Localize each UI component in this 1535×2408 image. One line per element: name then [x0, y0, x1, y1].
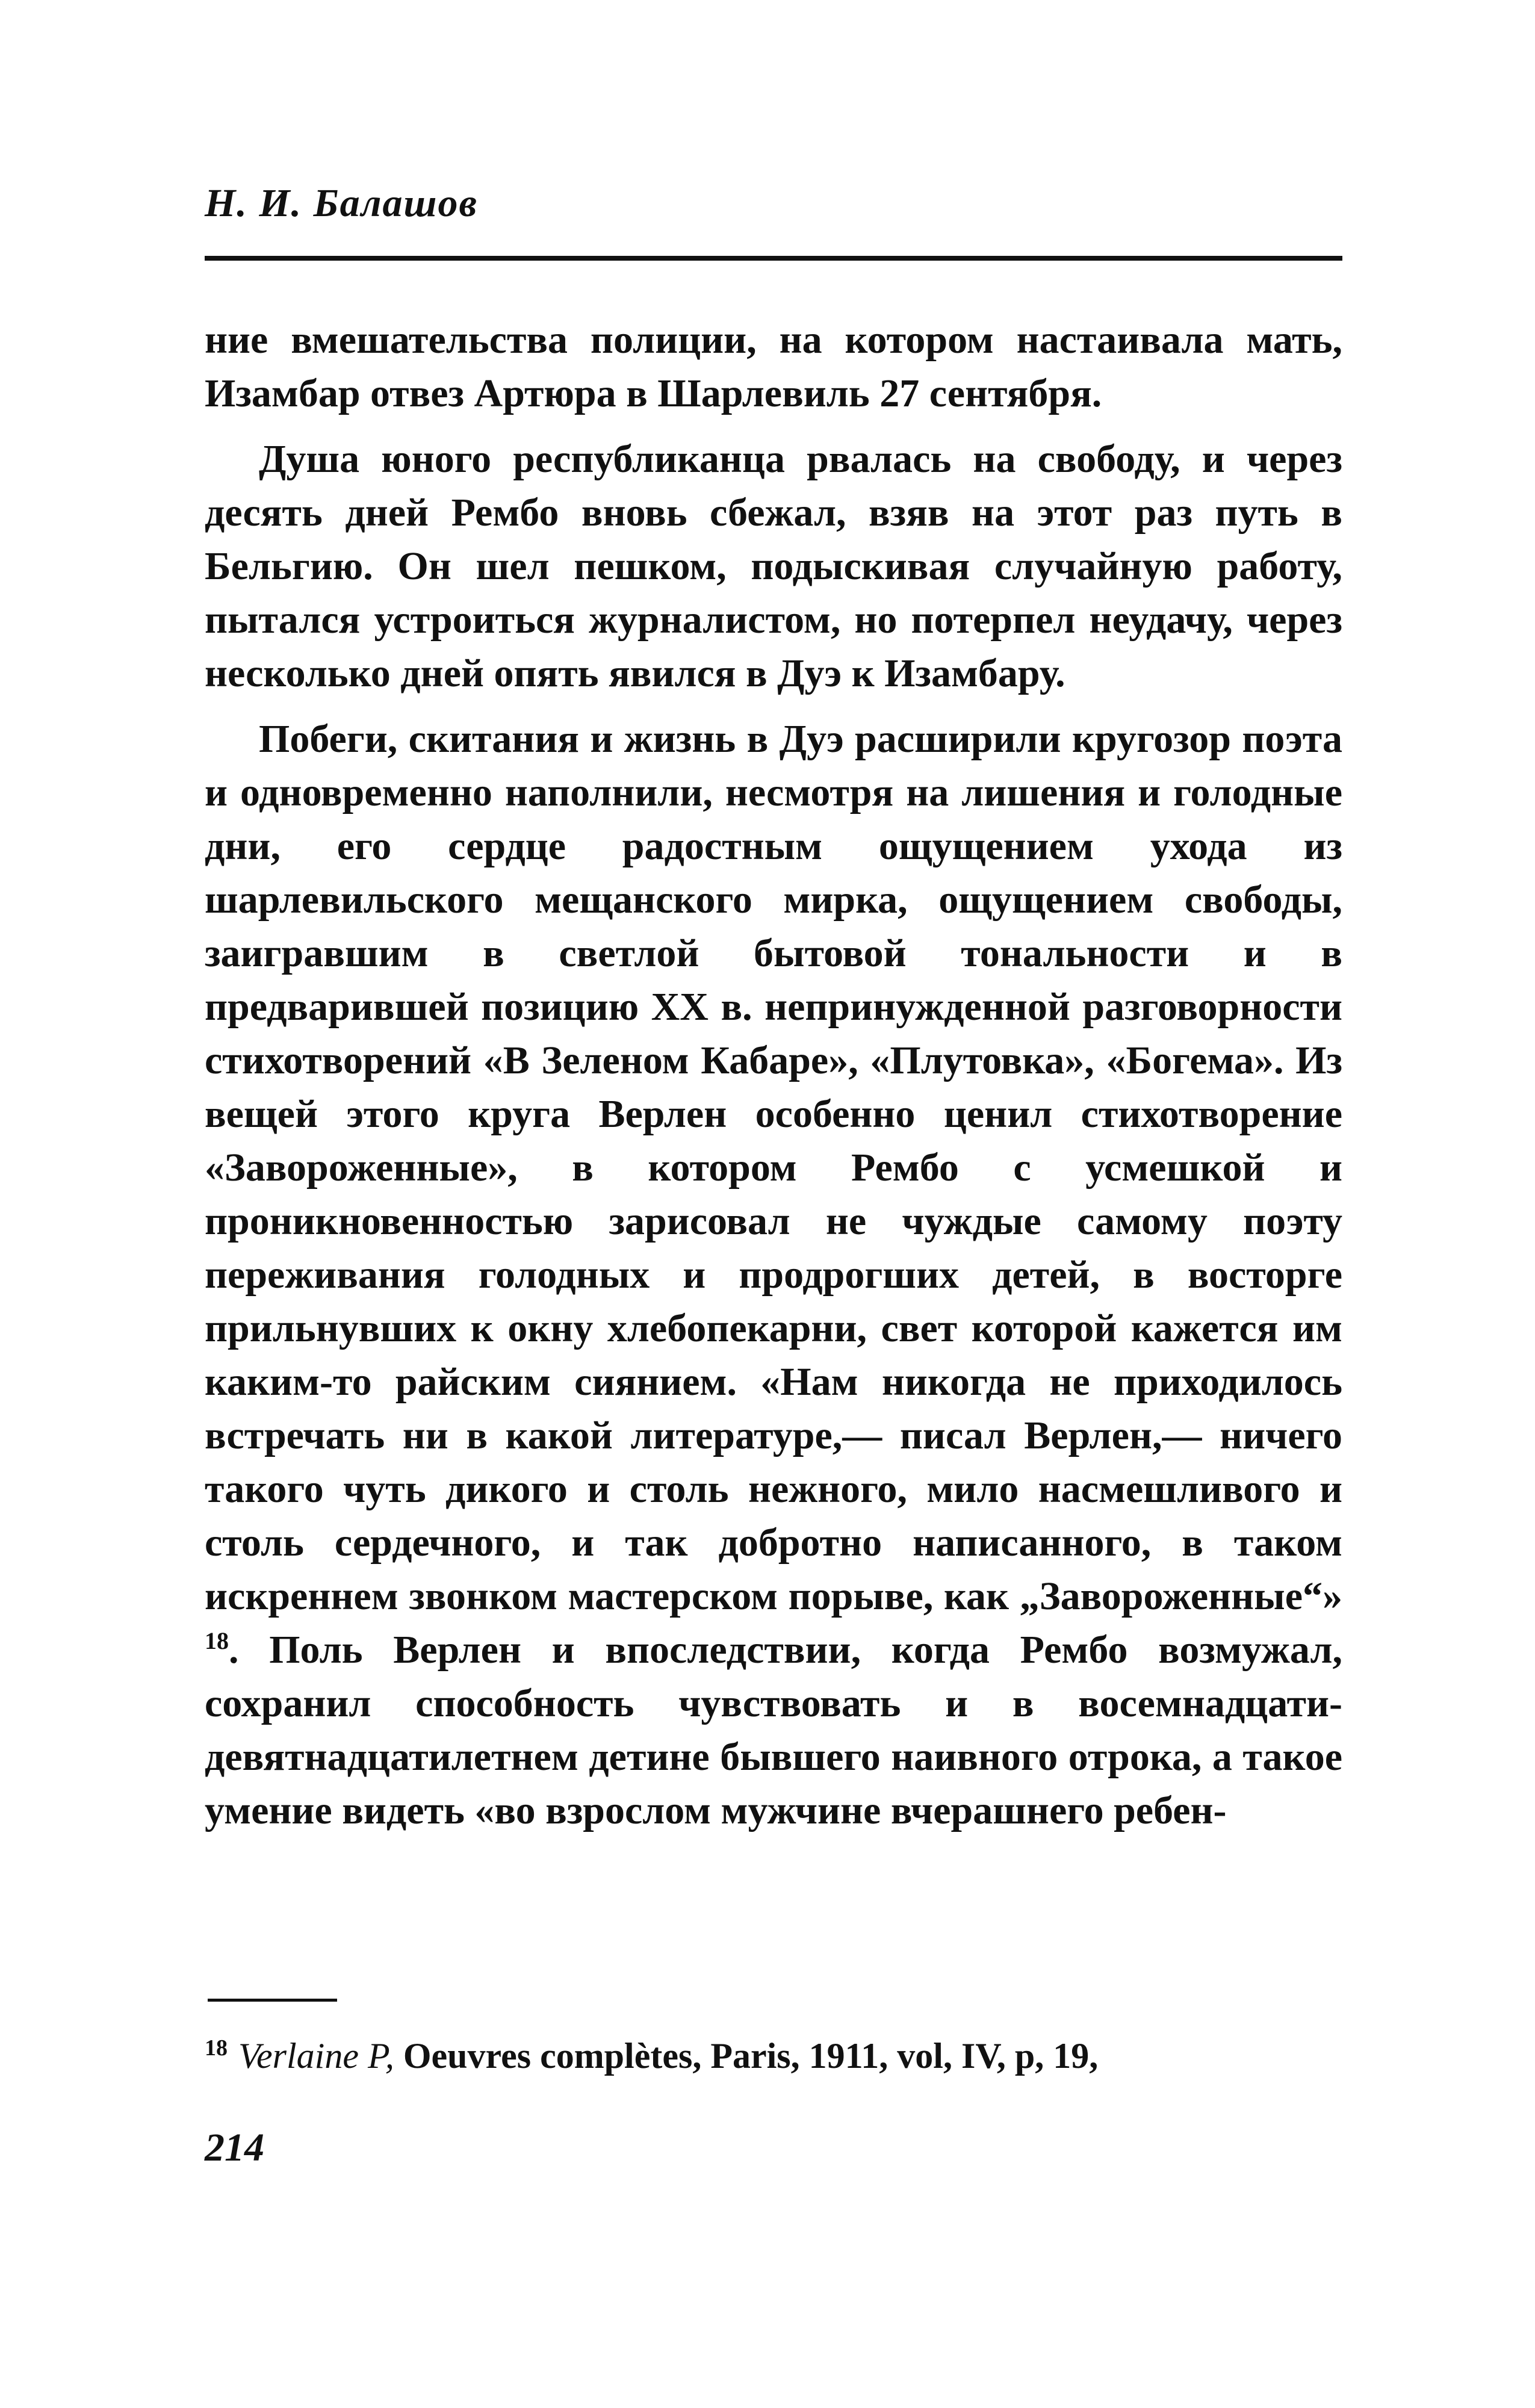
paragraph-2: Душа юного республиканца рвалась на свободу, и через десять дней Рембо вновь сбежал, взяв на этот раз путь в Бельгию. Он шел пешком, подыскивая случайную работу, пытался устроиться журналистом, но потерпел неудачу, через несколько дней опять явился в Дуэ к Изамбару. [205, 437, 1342, 695]
paragraph-3: Побеги, скитания и жизнь в Дуэ расширили кругозор поэта и одновременно наполнили, несмотря на лишения и голодные дни, его сердце радостным ощущением ухода из шарлевильского мещанского мирка, ощущением свободы, заигравшим в светлой бытовой тональности и в предварившей позицию XX в. непринужденной разговорности стихотворений «В Зеленом Кабаре», «Плутовка», «Богема». Из вещей этого круга Верлен особенно ценил стихотворение «Завороженные», в котором Рембо с усмешкой и проникновенностью зарисовал не чуждые самому поэту переживания голодных и продрогших детей, в восторге прильнувших к окну хлебопекарни, свет которой кажется им каким-то райским сиянием. «Нам никогда не приходилось встречать ни в какой литературе,— писал Верлен,— ничего такого чуть дикого и столь нежного, мило насмешливого и столь сердечного, и так добротно написанного, в таком искреннем звонком мастерском порыве, как „Завороженные“» $^{18}$. Поль Верлен и впоследствии, когда Рембо возмужал, сохранил способность чувствовать и в восемнадцати-девятнадцатилетнем детине бывшего наивного отрока, а такое умение видеть «во взрослом мужчине вчерашнего ребен- [205, 717, 1343, 1832]
body-text [205, 313, 1342, 1837]
paragraph-3-text: Побеги, скитания и жизнь в Дуэ расширили кругозор поэта и одновременно наполнили, несмотря на лишения и голодные дни, его сердце радостным ощущением ухода из шарлевильского мещанского мирка, ощущением свободы, заигравшим в светлой бытовой тональности и в предварившей позицию XX в. непринужденной разговорности стихотворений «В Зеленом Кабаре», «Плутовка», «Богема». Из вещей этого круга Верлен особенно ценил стихотворение «Завороженные», в котором Рембо с усмешкой и проникновенностью зарисовал не чуждые самому поэту переживания голодных и продрогших детей, в восторге прильнувших к окну хлебопекарни, свет которой кажется им каким-то райским сиянием. «Нам никогда не приходилось встречать ни в какой литературе,— писал Верлен,— ничего такого чуть дикого и столь нежного, мило насмешливого и столь сердечного, и так добротно написанного, в таком искреннем звонком мастерском порыве, как „Завороженные“» [205, 717, 1342, 1618]
footnote-reference: 18 [205, 1627, 229, 1654]
footnote-rule [208, 1999, 337, 2002]
page-number: 214 [205, 2126, 264, 2170]
footnote-number: 18 [205, 2035, 228, 2061]
running-title: Н. И. Балашов [205, 181, 478, 225]
paragraph-3-continuation: Поль Верлен и впоследствии, когда Рембо возмужал, сохранил способность чувствовать и в восемнадцати-девятнадцатилетнем детине бывшего наивного отрока, а такое умение видеть «во взрослом мужчине вчерашнего ребен- [205, 1628, 1343, 1832]
footnote [205, 2032, 1342, 2080]
header-rule [205, 256, 1342, 261]
footnote-author: Verlaine P, [238, 2036, 394, 2076]
footnote-text: Oeuvres complètes, Paris, 1911, vol, IV, p, 19, [403, 2036, 1099, 2076]
paragraph-1: ние вмешательства полиции, на котором настаивала мать, Изамбар отвез Артюра в Шарлевиль 27 сентября. [205, 318, 1342, 415]
